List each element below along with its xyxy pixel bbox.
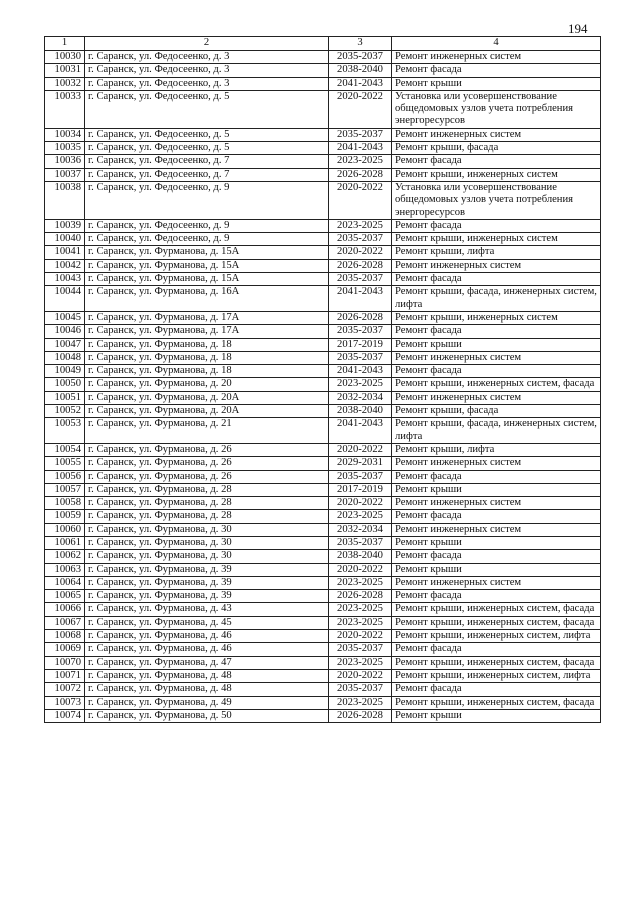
table-row [45, 523, 601, 536]
table-row [45, 181, 601, 219]
table-row [45, 128, 601, 141]
table-row [45, 246, 601, 259]
address-cell: г. Саранск, ул. Фурманова, д. 43 [85, 603, 329, 616]
address-cell: г. Саранск, ул. Федосеенко, д. 9 [85, 219, 329, 232]
work-cell: Ремонт крыши, инженерных систем [392, 233, 601, 246]
work-cell: Ремонт инженерных систем [392, 457, 601, 470]
work-cell: Ремонт крыши, фасада [392, 405, 601, 418]
address-cell: г. Саранск, ул. Фурманова, д. 46 [85, 630, 329, 643]
row-number: 10066 [45, 603, 85, 616]
period-cell: 2020-2022 [329, 563, 392, 576]
period-cell: 2035-2037 [329, 470, 392, 483]
table-row [45, 378, 601, 391]
work-cell: Ремонт фасада [392, 64, 601, 77]
address-cell: г. Саранск, ул. Фурманова, д. 15А [85, 273, 329, 286]
column-header-address: 2 [85, 37, 329, 51]
work-cell: Ремонт крыши, инженерных систем, фасада [392, 616, 601, 629]
table-row [45, 510, 601, 523]
row-number: 10062 [45, 550, 85, 563]
work-cell: Ремонт инженерных систем [392, 128, 601, 141]
work-cell: Ремонт инженерных систем [392, 391, 601, 404]
work-cell: Ремонт фасада [392, 590, 601, 603]
table-row [45, 325, 601, 338]
work-cell: Ремонт фасада [392, 510, 601, 523]
row-number: 10040 [45, 233, 85, 246]
table-row [45, 365, 601, 378]
period-cell: 2035-2037 [329, 233, 392, 246]
address-cell: г. Саранск, ул. Фурманова, д. 26 [85, 470, 329, 483]
address-cell: г. Саранск, ул. Фурманова, д. 45 [85, 616, 329, 629]
row-number: 10054 [45, 443, 85, 456]
address-cell: г. Саранск, ул. Федосеенко, д. 9 [85, 233, 329, 246]
work-cell: Ремонт крыши, инженерных систем, фасада [392, 378, 601, 391]
work-cell: Ремонт крыши, фасада [392, 142, 601, 155]
address-cell: г. Саранск, ул. Фурманова, д. 21 [85, 418, 329, 444]
table-row [45, 656, 601, 669]
period-cell: 2032-2034 [329, 523, 392, 536]
work-cell: Установка или усовершенствование общедомовых узлов учета потребления энергоресурсов [392, 90, 601, 128]
work-cell: Ремонт крыши [392, 709, 601, 722]
address-cell: г. Саранск, ул. Фурманова, д. 47 [85, 656, 329, 669]
period-cell: 2020-2022 [329, 630, 392, 643]
address-cell: г. Саранск, ул. Федосеенко, д. 5 [85, 128, 329, 141]
table-row [45, 616, 601, 629]
work-cell: Ремонт фасада [392, 325, 601, 338]
work-cell: Ремонт инженерных систем [392, 351, 601, 364]
table-row [45, 683, 601, 696]
address-cell: г. Саранск, ул. Фурманова, д. 50 [85, 709, 329, 722]
row-number: 10047 [45, 338, 85, 351]
address-cell: г. Саранск, ул. Фурманова, д. 26 [85, 457, 329, 470]
table-row [45, 550, 601, 563]
address-cell: г. Саранск, ул. Федосеенко, д. 5 [85, 90, 329, 128]
address-cell: г. Саранск, ул. Фурманова, д. 30 [85, 536, 329, 549]
row-number: 10030 [45, 51, 85, 64]
work-cell: Ремонт крыши, фасада, инженерных систем, лифта [392, 286, 601, 312]
work-cell: Ремонт фасада [392, 273, 601, 286]
period-cell: 2026-2028 [329, 259, 392, 272]
table-row [45, 457, 601, 470]
table-row [45, 338, 601, 351]
period-cell: 2023-2025 [329, 576, 392, 589]
table-row [45, 155, 601, 168]
table-header-row [45, 37, 601, 51]
row-number: 10072 [45, 683, 85, 696]
address-cell: г. Саранск, ул. Федосеенко, д. 3 [85, 64, 329, 77]
row-number: 10058 [45, 497, 85, 510]
row-number: 10052 [45, 405, 85, 418]
row-number: 10070 [45, 656, 85, 669]
row-number: 10060 [45, 523, 85, 536]
row-number: 10041 [45, 246, 85, 259]
period-cell: 2017-2019 [329, 338, 392, 351]
row-number: 10069 [45, 643, 85, 656]
period-cell: 2023-2025 [329, 510, 392, 523]
row-number: 10068 [45, 630, 85, 643]
row-number: 10056 [45, 470, 85, 483]
work-cell: Ремонт крыши, инженерных систем [392, 311, 601, 324]
repair-schedule-table [44, 36, 601, 723]
period-cell: 2023-2025 [329, 155, 392, 168]
table-row [45, 51, 601, 64]
period-cell: 2020-2022 [329, 497, 392, 510]
row-number: 10050 [45, 378, 85, 391]
work-cell: Ремонт крыши, лифта [392, 443, 601, 456]
period-cell: 2035-2037 [329, 128, 392, 141]
row-number: 10033 [45, 90, 85, 128]
period-cell: 2035-2037 [329, 325, 392, 338]
table-row [45, 259, 601, 272]
table-row [45, 483, 601, 496]
address-cell: г. Саранск, ул. Фурманова, д. 20 [85, 378, 329, 391]
row-number: 10039 [45, 219, 85, 232]
column-header-work: 4 [392, 37, 601, 51]
work-cell: Ремонт крыши, инженерных систем, фасада [392, 656, 601, 669]
work-cell: Ремонт фасада [392, 683, 601, 696]
period-cell: 2041-2043 [329, 365, 392, 378]
work-cell: Ремонт крыши [392, 563, 601, 576]
row-number: 10049 [45, 365, 85, 378]
work-cell: Ремонт инженерных систем [392, 497, 601, 510]
table-row [45, 603, 601, 616]
table-row [45, 273, 601, 286]
period-cell: 2017-2019 [329, 483, 392, 496]
table-row [45, 630, 601, 643]
table-row [45, 669, 601, 682]
period-cell: 2029-2031 [329, 457, 392, 470]
table-row [45, 219, 601, 232]
address-cell: г. Саранск, ул. Фурманова, д. 39 [85, 576, 329, 589]
table-body [45, 51, 601, 723]
work-cell: Ремонт крыши, инженерных систем, лифта [392, 630, 601, 643]
work-cell: Ремонт крыши, фасада, инженерных систем, лифта [392, 418, 601, 444]
address-cell: г. Саранск, ул. Фурманова, д. 20А [85, 391, 329, 404]
row-number: 10057 [45, 483, 85, 496]
period-cell: 2035-2037 [329, 536, 392, 549]
row-number: 10032 [45, 77, 85, 90]
work-cell: Ремонт крыши, инженерных систем, фасада [392, 696, 601, 709]
work-cell: Ремонт крыши, лифта [392, 246, 601, 259]
row-number: 10074 [45, 709, 85, 722]
period-cell: 2035-2037 [329, 683, 392, 696]
address-cell: г. Саранск, ул. Фурманова, д. 39 [85, 590, 329, 603]
period-cell: 2020-2022 [329, 443, 392, 456]
table-row [45, 90, 601, 128]
table-row [45, 77, 601, 90]
address-cell: г. Саранск, ул. Фурманова, д. 49 [85, 696, 329, 709]
period-cell: 2038-2040 [329, 405, 392, 418]
table-row [45, 709, 601, 722]
row-number: 10059 [45, 510, 85, 523]
work-cell: Ремонт фасада [392, 470, 601, 483]
address-cell: г. Саранск, ул. Фурманова, д. 15А [85, 259, 329, 272]
table-row [45, 497, 601, 510]
work-cell: Ремонт крыши, инженерных систем, фасада [392, 603, 601, 616]
address-cell: г. Саранск, ул. Фурманова, д. 18 [85, 351, 329, 364]
address-cell: г. Саранск, ул. Фурманова, д. 48 [85, 669, 329, 682]
row-number: 10042 [45, 259, 85, 272]
address-cell: г. Саранск, ул. Фурманова, д. 48 [85, 683, 329, 696]
row-number: 10061 [45, 536, 85, 549]
period-cell: 2020-2022 [329, 181, 392, 219]
row-number: 10037 [45, 168, 85, 181]
table-row [45, 590, 601, 603]
row-number: 10064 [45, 576, 85, 589]
table-row [45, 470, 601, 483]
period-cell: 2026-2028 [329, 590, 392, 603]
address-cell: г. Саранск, ул. Фурманова, д. 18 [85, 365, 329, 378]
period-cell: 2023-2025 [329, 603, 392, 616]
table-row [45, 696, 601, 709]
period-cell: 2032-2034 [329, 391, 392, 404]
period-cell: 2041-2043 [329, 418, 392, 444]
period-cell: 2020-2022 [329, 669, 392, 682]
period-cell: 2020-2022 [329, 90, 392, 128]
table-row [45, 643, 601, 656]
address-cell: г. Саранск, ул. Федосеенко, д. 3 [85, 77, 329, 90]
address-cell: г. Саранск, ул. Федосеенко, д. 7 [85, 168, 329, 181]
row-number: 10046 [45, 325, 85, 338]
address-cell: г. Саранск, ул. Фурманова, д. 30 [85, 550, 329, 563]
address-cell: г. Саранск, ул. Фурманова, д. 46 [85, 643, 329, 656]
work-cell: Ремонт фасада [392, 155, 601, 168]
work-cell: Ремонт инженерных систем [392, 576, 601, 589]
row-number: 10034 [45, 128, 85, 141]
address-cell: г. Саранск, ул. Фурманова, д. 20А [85, 405, 329, 418]
address-cell: г. Саранск, ул. Федосеенко, д. 9 [85, 181, 329, 219]
period-cell: 2035-2037 [329, 351, 392, 364]
row-number: 10071 [45, 669, 85, 682]
period-cell: 2023-2025 [329, 378, 392, 391]
row-number: 10044 [45, 286, 85, 312]
address-cell: г. Саранск, ул. Фурманова, д. 17А [85, 311, 329, 324]
table-row [45, 576, 601, 589]
work-cell: Ремонт фасада [392, 219, 601, 232]
period-cell: 2041-2043 [329, 286, 392, 312]
address-cell: г. Саранск, ул. Фурманова, д. 26 [85, 443, 329, 456]
period-cell: 2023-2025 [329, 656, 392, 669]
work-cell: Ремонт крыши [392, 483, 601, 496]
table-row [45, 563, 601, 576]
address-cell: г. Саранск, ул. Фурманова, д. 28 [85, 510, 329, 523]
table-row [45, 351, 601, 364]
address-cell: г. Саранск, ул. Фурманова, д. 15А [85, 246, 329, 259]
row-number: 10065 [45, 590, 85, 603]
period-cell: 2038-2040 [329, 550, 392, 563]
period-cell: 2026-2028 [329, 311, 392, 324]
column-header-period: 3 [329, 37, 392, 51]
period-cell: 2038-2040 [329, 64, 392, 77]
table-row [45, 233, 601, 246]
work-cell: Ремонт крыши [392, 77, 601, 90]
period-cell: 2023-2025 [329, 696, 392, 709]
period-cell: 2035-2037 [329, 51, 392, 64]
work-cell: Установка или усовершенствование общедомовых узлов учета потребления энергоресурсов [392, 181, 601, 219]
table-row [45, 405, 601, 418]
table-row [45, 142, 601, 155]
work-cell: Ремонт инженерных систем [392, 51, 601, 64]
table-row [45, 311, 601, 324]
row-number: 10036 [45, 155, 85, 168]
period-cell: 2023-2025 [329, 219, 392, 232]
period-cell: 2035-2037 [329, 643, 392, 656]
period-cell: 2041-2043 [329, 142, 392, 155]
address-cell: г. Саранск, ул. Фурманова, д. 30 [85, 523, 329, 536]
table-row [45, 64, 601, 77]
address-cell: г. Саранск, ул. Федосеенко, д. 7 [85, 155, 329, 168]
work-cell: Ремонт фасада [392, 550, 601, 563]
page-number: 194 [568, 21, 588, 36]
address-cell: г. Саранск, ул. Фурманова, д. 16А [85, 286, 329, 312]
work-cell: Ремонт фасада [392, 643, 601, 656]
table-row [45, 391, 601, 404]
address-cell: г. Саранск, ул. Федосеенко, д. 3 [85, 51, 329, 64]
period-cell: 2026-2028 [329, 709, 392, 722]
table-row [45, 536, 601, 549]
work-cell: Ремонт крыши [392, 536, 601, 549]
table-row [45, 168, 601, 181]
period-cell: 2026-2028 [329, 168, 392, 181]
work-cell: Ремонт крыши [392, 338, 601, 351]
work-cell: Ремонт крыши, инженерных систем, лифта [392, 669, 601, 682]
row-number: 10048 [45, 351, 85, 364]
row-number: 10043 [45, 273, 85, 286]
row-number: 10051 [45, 391, 85, 404]
row-number: 10073 [45, 696, 85, 709]
row-number: 10053 [45, 418, 85, 444]
address-cell: г. Саранск, ул. Фурманова, д. 28 [85, 497, 329, 510]
address-cell: г. Саранск, ул. Фурманова, д. 39 [85, 563, 329, 576]
address-cell: г. Саранск, ул. Фурманова, д. 28 [85, 483, 329, 496]
column-header-number: 1 [45, 37, 85, 51]
row-number: 10063 [45, 563, 85, 576]
period-cell: 2035-2037 [329, 273, 392, 286]
address-cell: г. Саранск, ул. Федосеенко, д. 5 [85, 142, 329, 155]
table-row [45, 418, 601, 444]
row-number: 10038 [45, 181, 85, 219]
period-cell: 2020-2022 [329, 246, 392, 259]
period-cell: 2041-2043 [329, 77, 392, 90]
row-number: 10045 [45, 311, 85, 324]
work-cell: Ремонт крыши, инженерных систем [392, 168, 601, 181]
row-number: 10031 [45, 64, 85, 77]
table-row [45, 443, 601, 456]
work-cell: Ремонт инженерных систем [392, 259, 601, 272]
work-cell: Ремонт фасада [392, 365, 601, 378]
period-cell: 2023-2025 [329, 616, 392, 629]
address-cell: г. Саранск, ул. Фурманова, д. 17А [85, 325, 329, 338]
address-cell: г. Саранск, ул. Фурманова, д. 18 [85, 338, 329, 351]
row-number: 10035 [45, 142, 85, 155]
row-number: 10067 [45, 616, 85, 629]
row-number: 10055 [45, 457, 85, 470]
table-row [45, 286, 601, 312]
work-cell: Ремонт инженерных систем [392, 523, 601, 536]
